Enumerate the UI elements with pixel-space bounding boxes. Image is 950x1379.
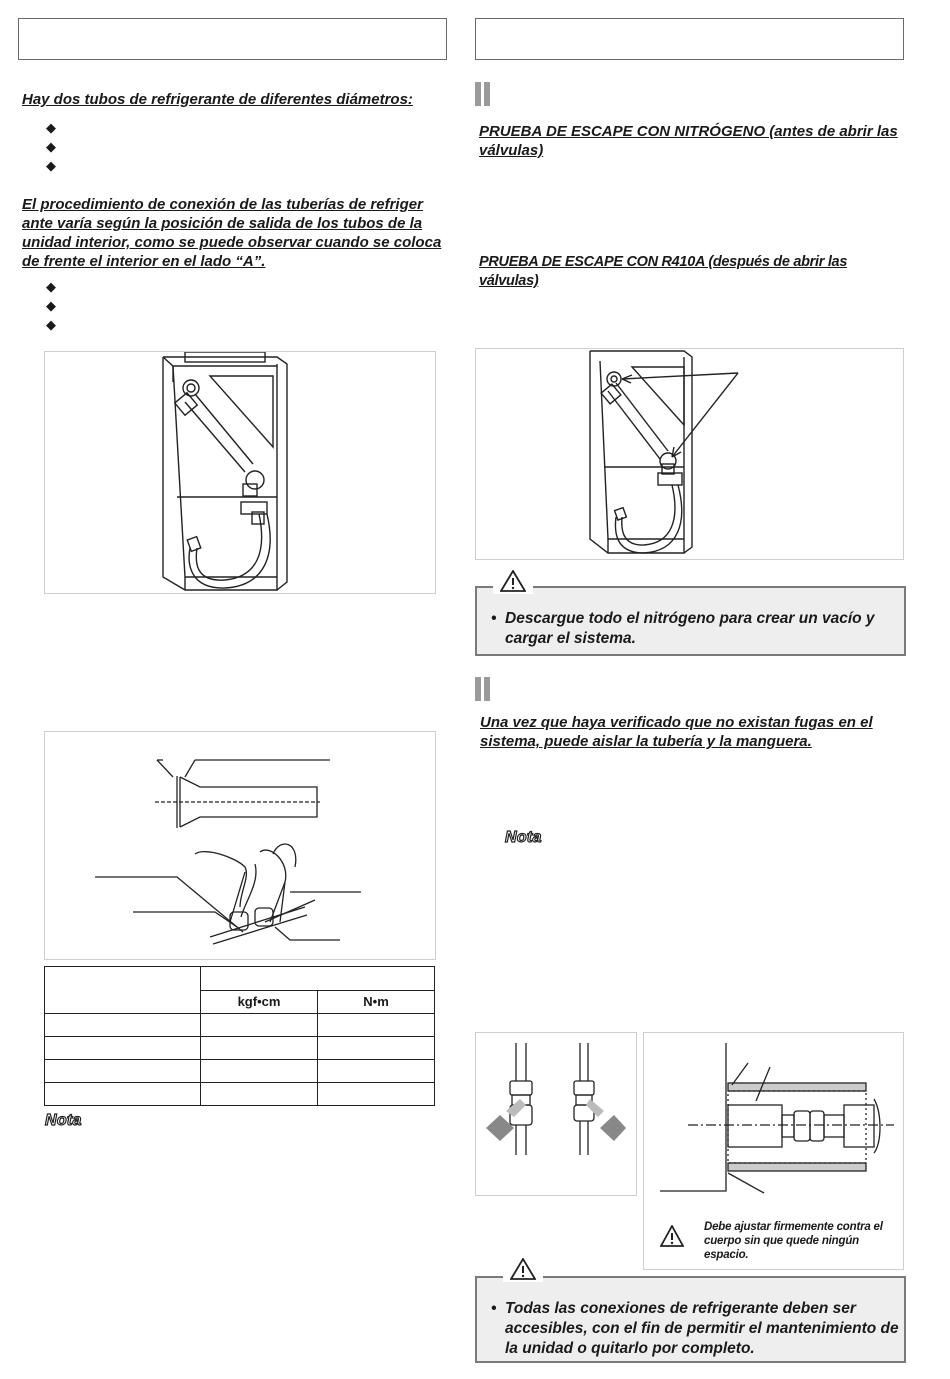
indoor-unit-piping-figure	[44, 351, 436, 594]
table-cell	[318, 1060, 435, 1083]
bullet-list-2	[46, 277, 56, 334]
table-cell	[45, 1014, 201, 1037]
accessibility-warning-box	[475, 1276, 906, 1363]
bullet-list-1	[46, 118, 56, 175]
table-cell	[201, 1014, 318, 1037]
list-item: ◆	[46, 120, 56, 135]
pipe-diameters-heading: Hay dos tubos de refrigerante de diferentes diámetros:	[22, 91, 413, 108]
leak-test-drawing	[476, 349, 903, 559]
table-row	[45, 1060, 435, 1083]
nut-insulation-drawing	[476, 1033, 636, 1195]
warning-bullet: •	[491, 1300, 497, 1317]
fit-caution-text: Debe ajustar firmemente contra el cuerpo sin que quede ningún espacio.	[704, 1221, 883, 1261]
indoor-unit-drawing	[45, 352, 435, 593]
right-note-label: Nota	[505, 829, 542, 846]
caution-icon	[660, 1225, 684, 1252]
list-item: ◆	[46, 298, 56, 313]
right-header-box	[475, 18, 904, 60]
insulation-detail-drawing	[644, 1033, 903, 1213]
r410a-test-heading: PRUEBA DE ESCAPE CON R410A (después de abrir las válvulas)	[479, 254, 848, 289]
section-marker-1	[475, 82, 493, 111]
table-row	[45, 1037, 435, 1060]
nitrogen-warning-box	[475, 586, 906, 656]
nitrogen-warning-text: Descargue todo el nitrógeno para crear un vacío y cargar el sistema.	[505, 610, 875, 647]
leak-test-figure	[475, 348, 904, 560]
warning-icon	[503, 1256, 543, 1282]
flare-wrench-figure	[44, 731, 436, 960]
table-header-cell	[45, 967, 201, 1014]
warning-bullet: •	[491, 610, 497, 627]
insulation-detail-figure	[643, 1032, 904, 1270]
isolate-heading: Una vez que haya verificado que no existan fugas en el sistema, puede aislar la tubería y la manguera.	[480, 714, 873, 750]
table-cell	[201, 1037, 318, 1060]
list-item: ◆	[46, 139, 56, 154]
table-cell	[45, 1060, 201, 1083]
list-item: ◆	[46, 317, 56, 332]
nut-insulation-figure	[475, 1032, 637, 1196]
connection-procedure-heading: El procedimiento de conexión de las tuberías de refriger ante varía según la posición de salida de los tubos de la unidad interior, como se puede observar cuando se coloca de frente el interior en el lado “A”.	[22, 196, 442, 270]
flare-wrench-drawing	[45, 732, 435, 959]
table-row	[45, 1014, 435, 1037]
table-cell	[318, 1083, 435, 1106]
table-cell	[45, 1037, 201, 1060]
table-row	[45, 1083, 435, 1106]
table-cell	[318, 1014, 435, 1037]
table-cell	[201, 1060, 318, 1083]
table-header-cell	[201, 967, 435, 991]
list-item: ◆	[46, 279, 56, 294]
nitrogen-test-heading: PRUEBA DE ESCAPE CON NITRÓGENO (antes de abrir las válvulas)	[479, 123, 898, 159]
accessibility-warning-text: Todas las conexiones de refrigerante deben ser accesibles, con el fin de permitir el mantenimiento de la unidad o quitarlo por completo.	[505, 1300, 899, 1357]
left-note-label: Nota	[45, 1112, 82, 1129]
torque-nm-header: N•m	[318, 990, 435, 1014]
table-cell	[45, 1083, 201, 1106]
table-cell	[201, 1083, 318, 1106]
torque-table	[44, 966, 435, 1106]
list-item: ◆	[46, 158, 56, 173]
left-header-box	[18, 18, 447, 60]
warning-icon	[493, 568, 533, 594]
table-cell	[318, 1037, 435, 1060]
section-marker-2	[475, 677, 493, 706]
torque-kgf-header: kgf•cm	[201, 990, 318, 1014]
